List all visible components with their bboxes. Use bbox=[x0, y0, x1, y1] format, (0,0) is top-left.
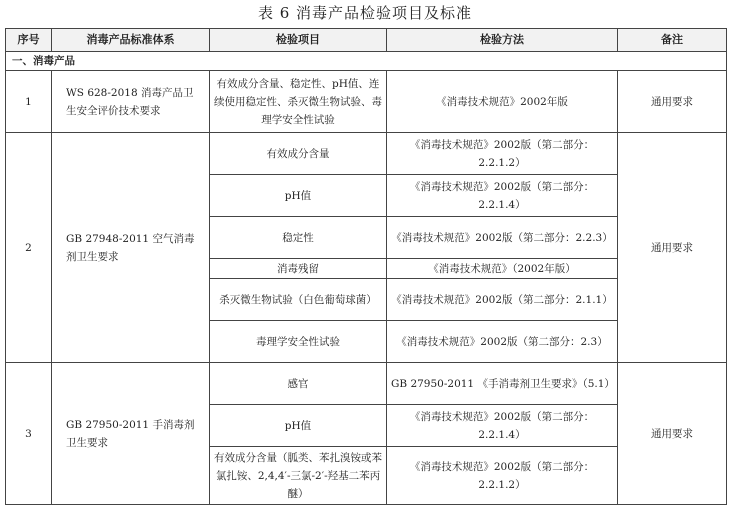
header-row bbox=[6, 29, 727, 52]
header-note: 备注 bbox=[618, 29, 727, 52]
row-note: 通用要求 bbox=[618, 363, 727, 505]
row-item: 有效成分含量（胍类、苯扎溴铵或苯氯扎铵、2,4,4′-三氯-2′-羟基二苯丙醚） bbox=[210, 447, 387, 505]
row-note: 通用要求 bbox=[618, 71, 727, 133]
inspection-table bbox=[5, 28, 727, 505]
table-row bbox=[6, 71, 727, 133]
section-title: 一、消毒产品 bbox=[6, 52, 727, 71]
row-method: 《消毒技术规范》2002版（第二部分：2.3） bbox=[387, 321, 618, 363]
header-standard: 消毒产品标准体系 bbox=[52, 29, 210, 52]
table-row bbox=[6, 363, 727, 405]
row-item: 有效成分含量 bbox=[210, 133, 387, 175]
row-no: 3 bbox=[6, 363, 52, 505]
row-item: pH值 bbox=[210, 405, 387, 447]
row-no: 1 bbox=[6, 71, 52, 133]
row-item: 杀灭微生物试验（白色葡萄球菌） bbox=[210, 279, 387, 321]
table-caption: 表 6 消毒产品检验项目及标准 bbox=[257, 4, 473, 22]
header-method: 检验方法 bbox=[387, 29, 618, 52]
row-note: 通用要求 bbox=[618, 133, 727, 363]
header-item: 检验项目 bbox=[210, 29, 387, 52]
row-standard: GB 27950-2011 手消毒剂卫生要求 bbox=[52, 363, 210, 505]
row-item: 感官 bbox=[210, 363, 387, 405]
header-no: 序号 bbox=[6, 29, 52, 52]
row-no: 2 bbox=[6, 133, 52, 363]
row-method: GB 27950-2011 《手消毒剂卫生要求》（5.1） bbox=[387, 363, 618, 405]
row-method: 《消毒技术规范》2002版（第二部分：2.2.1.2） bbox=[387, 447, 618, 505]
row-standard: WS 628-2018 消毒产品卫生安全评价技术要求 bbox=[52, 71, 210, 133]
row-item: pH值 bbox=[210, 175, 387, 217]
table-row bbox=[6, 133, 727, 175]
row-method: 《消毒技术规范》2002版（第二部分：2.2.1.4） bbox=[387, 175, 618, 217]
row-method: 《消毒技术规范》2002版（第二部分：2.2.1.4） bbox=[387, 405, 618, 447]
row-item: 消毒残留 bbox=[210, 259, 387, 279]
row-standard: GB 27948-2011 空气消毒剂卫生要求 bbox=[52, 133, 210, 363]
row-item: 有效成分含量、稳定性、pH值、连续使用稳定性、杀灭微生物试验、毒理学安全性试验 bbox=[210, 71, 387, 133]
row-item: 毒理学安全性试验 bbox=[210, 321, 387, 363]
row-method: 《消毒技术规范》2002年版 bbox=[387, 71, 618, 133]
row-method: 《消毒技术规范》（2002年版） bbox=[387, 259, 618, 279]
row-method: 《消毒技术规范》2002版（第二部分：2.1.1） bbox=[387, 279, 618, 321]
row-item: 稳定性 bbox=[210, 217, 387, 259]
row-method: 《消毒技术规范》2002版（第二部分：2.2.3） bbox=[387, 217, 618, 259]
section-row bbox=[6, 52, 727, 71]
row-method: 《消毒技术规范》2002版（第二部分：2.2.1.2） bbox=[387, 133, 618, 175]
